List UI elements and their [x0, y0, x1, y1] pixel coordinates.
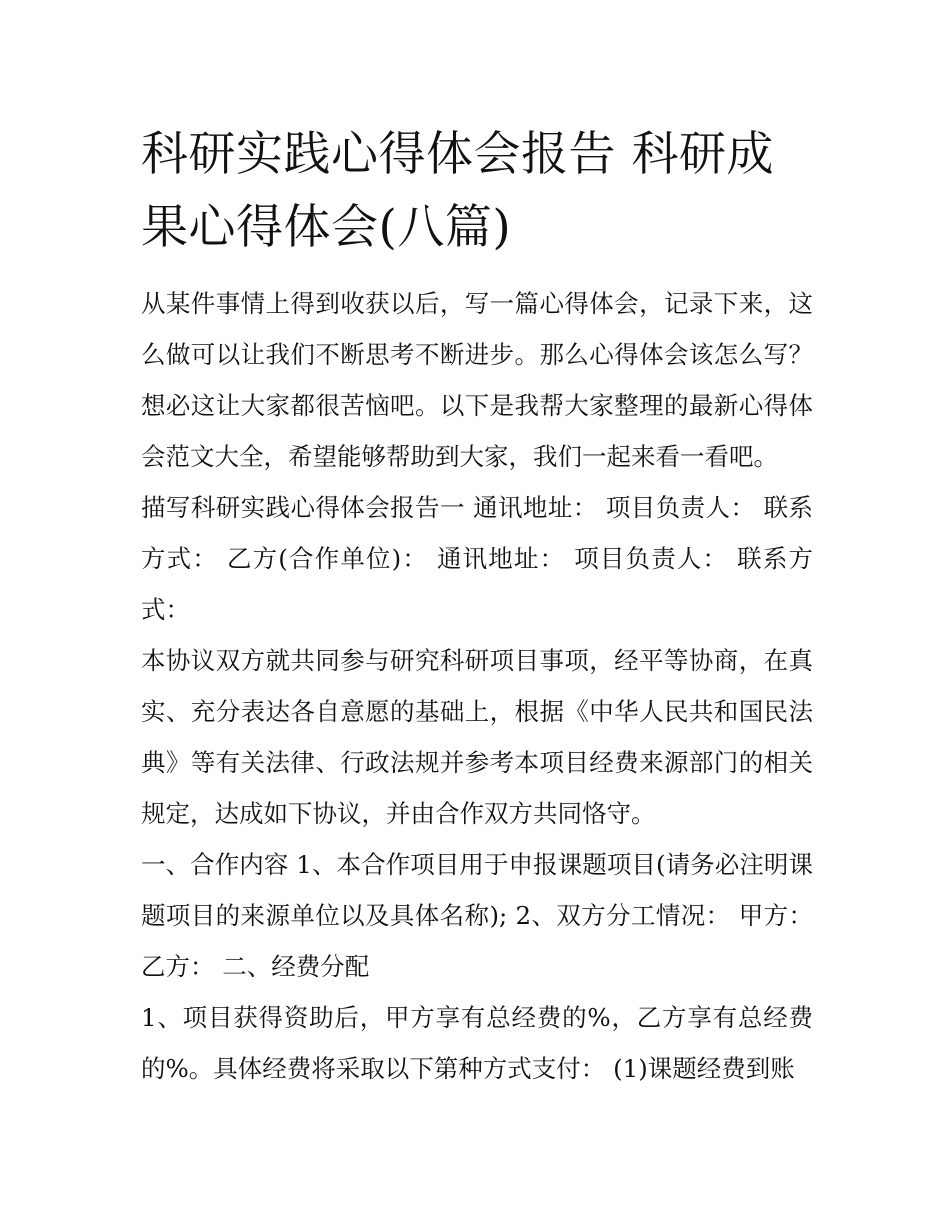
document-title: 科研实践心得体会报告 科研成果心得体会(八篇) [141, 127, 774, 255]
paragraph-funding: 1、项目获得资助后，甲方享有总经费的%，乙方享有总经费的%。具体经费将采取以下第种方式支付： (1)课题经费到账 [141, 1003, 813, 1083]
paragraph-agreement-basis: 本协议双方就共同参与研究科研项目事项，经平等协商，在真实、充分表达各自意愿的基础上，根据《中华人民共和国民法典》等有关法律、行政法规并参考本项目经费来源部门的相关规定，达成如下协议，并由合作双方共同恪守。 [141, 646, 813, 828]
document-body [141, 118, 813, 1094]
paragraph-cooperation-content: 一、合作内容 1、本合作项目用于申报课题项目(请务必注明课题项目的来源单位以及具体名称); 2、双方分工情况： 甲方： 乙方： 二、经费分配 [141, 850, 813, 981]
paragraph-contact-info: 描写科研实践心得体会报告一 通讯地址： 项目负责人： 联系方式： 乙方(合作单位)： 通讯地址： 项目负责人： 联系方式： [141, 493, 813, 624]
paragraph-intro: 从某件事情上得到收获以后，写一篇心得体会，记录下来，这么做可以让我们不断思考不断进步。那么心得体会该怎么写？想必这让大家都很苦恼吧。以下是我帮大家整理的最新心得体会范文大全，希望能够帮助到大家，我们一起来看一看吧。 [141, 289, 813, 471]
